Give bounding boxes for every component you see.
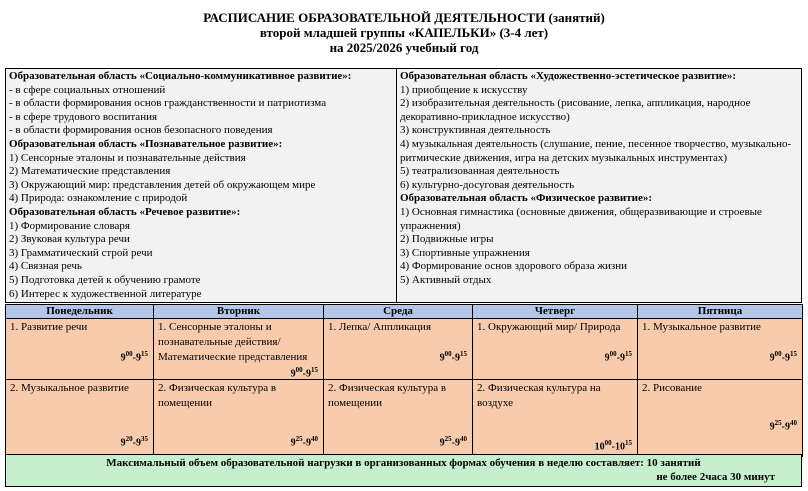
lesson-time: $9^{00}-9^{15}$ <box>604 350 632 364</box>
document-title <box>0 10 808 55</box>
time-start-hour: 9 <box>120 437 126 449</box>
area-item: - в области формирования основ гражданственности и патриотизма <box>9 97 327 110</box>
lesson-name: 1. Лепка/ Аппликация <box>328 321 432 333</box>
time-end-minutes: 15 <box>311 366 318 374</box>
lesson-time: $9^{00}-9^{15}$ <box>120 350 148 364</box>
day-header: Понедельник <box>6 305 154 319</box>
lesson-cell <box>638 380 803 457</box>
day-header: Среда <box>324 305 473 319</box>
area-item: 3) Спортивные упражнения <box>400 246 530 259</box>
area-item: 5) театрализованная деятельность <box>400 165 560 178</box>
area-item: 4) Связная речь <box>9 260 82 273</box>
area-heading: Образовательная область «Физическое развитие»: <box>400 192 653 205</box>
lesson-cell <box>6 319 154 380</box>
area-item: 6) культурно-досуговая деятельность <box>400 178 575 191</box>
lesson-time: $9^{25}-9^{40}$ <box>290 435 318 449</box>
time-start-hour: 10 <box>594 441 605 453</box>
time-start-minutes: 00 <box>774 350 782 358</box>
lesson-time: $10^{00}-10^{15}$ <box>594 439 632 453</box>
title-line-1: РАСПИСАНИЕ ОБРАЗОВАТЕЛЬНОЙ ДЕЯТЕЛЬНОСТИ (занятий) <box>203 10 605 25</box>
area-item: 5) Активный отдых <box>400 273 492 286</box>
lesson-name: 1. Развитие речи <box>10 321 88 333</box>
lesson-cell <box>154 319 324 380</box>
footer-line-1: Максимальный объем образовательной нагрузки в организованных формах обучения в неделю составляет: 10 занятий <box>106 457 701 469</box>
time-end-minutes: 15 <box>625 439 632 447</box>
area-item: 4) Природа: ознакомление с природой <box>9 192 188 205</box>
time-end-hour: 10 <box>615 441 625 453</box>
lesson-cell <box>473 319 638 380</box>
lesson-time: $9^{00}-9^{15}$ <box>290 366 318 380</box>
load-footer <box>5 454 802 487</box>
time-start-hour: 9 <box>439 352 445 364</box>
area-item: 3) конструктивная деятельность <box>400 124 551 137</box>
lesson-time: $9^{20}-9^{35}$ <box>120 435 148 449</box>
area-item: 1) Основная гимнастика (основные движения, общеразвивающие и строевые упражнения) <box>400 205 762 232</box>
time-end-hour: 9 <box>136 352 141 364</box>
lesson-cell <box>6 380 154 457</box>
area-item: 1) Формирование словаря <box>9 219 130 232</box>
lessons-row-2 <box>6 380 803 457</box>
time-start-minutes: 00 <box>604 439 612 447</box>
lesson-cell <box>324 319 473 380</box>
time-end-hour: 9 <box>455 352 460 364</box>
lesson-cell <box>638 319 803 380</box>
time-start-minutes: 25 <box>444 435 452 443</box>
lesson-name: 2. Физическая культура на воздухе <box>477 382 601 409</box>
time-start-minutes: 00 <box>125 350 133 358</box>
time-start-minutes: 00 <box>444 350 452 358</box>
educational-areas-table <box>5 68 802 303</box>
time-start-hour: 9 <box>120 352 126 364</box>
time-start-minutes: 25 <box>774 419 782 427</box>
lesson-name: 2. Музыкальное развитие <box>10 382 129 394</box>
time-end-minutes: 15 <box>460 350 467 358</box>
time-end-hour: 9 <box>306 437 311 449</box>
area-item: - в области формирования основ безопасного поведения <box>9 124 273 137</box>
time-end-hour: 9 <box>785 421 790 433</box>
time-start-minutes: 20 <box>125 435 133 443</box>
lesson-name: 2. Физическая культура в помещении <box>158 382 277 409</box>
time-end-minutes: 15 <box>790 350 797 358</box>
time-start-hour: 9 <box>290 368 296 380</box>
day-header: Пятница <box>638 305 803 319</box>
area-heading: Образовательная область «Познавательное развитие»: <box>9 137 283 150</box>
title-line-2: второй младшей группы «КАПЕЛЬКИ» (3-4 лет) <box>259 25 549 40</box>
time-end-minutes: 40 <box>460 435 467 443</box>
area-item: 2) Подвижные игры <box>400 233 494 246</box>
area-item: 3) Грамматический строй речи <box>9 246 153 259</box>
area-item: 1) приобщение к искусству <box>400 83 528 96</box>
time-start-minutes: 25 <box>295 435 303 443</box>
footer-line-2: не более 2часа 30 минут <box>656 471 775 483</box>
area-item: 2) Звуковая культура речи <box>9 233 130 246</box>
area-heading: Образовательная область «Социально-коммуникативное развитие»: <box>9 70 352 82</box>
time-end-minutes: 15 <box>141 350 148 358</box>
area-heading: Образовательная область «Речевое развитие»: <box>9 205 241 218</box>
time-start-hour: 9 <box>439 437 445 449</box>
schedule-table <box>5 304 803 457</box>
time-end-hour: 9 <box>455 437 460 449</box>
lesson-cell <box>154 380 324 457</box>
area-item: 4) Формирование основ здорового образа жизни <box>400 260 628 273</box>
title-line-3: на 2025/2026 учебный год <box>329 40 479 55</box>
time-end-minutes: 35 <box>141 435 148 443</box>
lesson-cell <box>324 380 473 457</box>
time-start-hour: 9 <box>290 437 296 449</box>
areas-left-column <box>6 69 397 303</box>
day-header: Вторник <box>154 305 324 319</box>
day-header: Четверг <box>473 305 638 319</box>
lesson-name: 2. Рисование <box>642 382 702 394</box>
area-item: 1) Сенсорные эталоны и познавательные действия <box>9 151 246 164</box>
time-start-hour: 9 <box>604 352 610 364</box>
time-start-hour: 9 <box>769 421 775 433</box>
area-item: 4) музыкальная деятельность (слушание, пение, песенное творчество, музыкально-ритмические движения, игра на детских музыкальных инструментах) <box>400 137 792 164</box>
lesson-time: $9^{25}-9^{40}$ <box>439 435 467 449</box>
lesson-name: 1. Музыкальное развитие <box>642 321 761 333</box>
time-start-minutes: 00 <box>295 366 303 374</box>
time-end-hour: 9 <box>785 352 790 364</box>
lessons-row-1 <box>6 319 803 380</box>
area-item: 2) изобразительная деятельность (рисование, лепка, аппликация, народное декоративно-прикладное искусство) <box>400 97 751 123</box>
lesson-name: 1. Сенсорные эталоны и познавательные действия/ Математические представления <box>158 321 308 363</box>
time-end-minutes: 40 <box>790 419 797 427</box>
time-start-hour: 9 <box>769 352 775 364</box>
area-item: 5) Подготовка детей к обучению грамоте <box>9 273 201 286</box>
area-item: 2) Математические представления <box>9 165 171 178</box>
areas-right-column <box>397 69 802 303</box>
time-end-hour: 9 <box>306 368 311 380</box>
area-item: 6) Интерес к художественной литературе <box>9 287 202 300</box>
time-end-hour: 9 <box>136 437 141 449</box>
days-header-row <box>6 305 803 319</box>
lesson-time: $9^{00}-9^{15}$ <box>439 350 467 364</box>
time-end-hour: 9 <box>620 352 625 364</box>
area-item: - в сфере социальных отношений <box>9 83 166 96</box>
lesson-name: 1. Окружающий мир/ Природа <box>477 321 621 333</box>
area-heading: Образовательная область «Художественно-эстетическое развитие»: <box>400 70 737 82</box>
area-item: 3) Окружающий мир: представления детей об окружающем мире <box>9 178 316 191</box>
area-item: - в сфере трудового воспитания <box>9 110 158 123</box>
lesson-name: 2. Физическая культура в помещении <box>328 382 447 409</box>
time-end-minutes: 40 <box>311 435 318 443</box>
time-start-minutes: 00 <box>609 350 617 358</box>
lesson-time: $9^{00}-9^{15}$ <box>769 350 797 364</box>
lesson-time: $9^{25}-9^{40}$ <box>769 419 797 433</box>
time-end-minutes: 15 <box>625 350 632 358</box>
lesson-cell <box>473 380 638 457</box>
